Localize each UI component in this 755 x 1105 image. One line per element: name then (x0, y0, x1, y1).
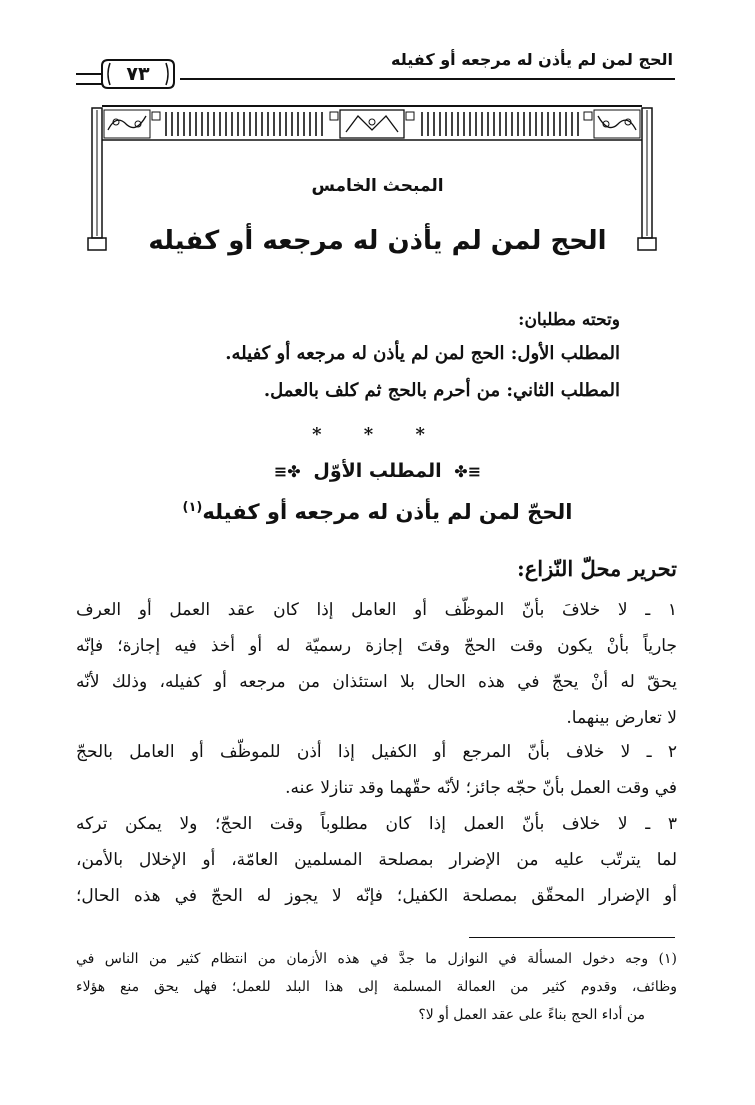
topic-title (0, 500, 755, 524)
section-label: المبحث الخامس (311, 176, 444, 196)
footnote-line: من أداء الحج بناءً على عقد العمل أو لا؟ (418, 1007, 645, 1023)
header-rule (180, 78, 675, 80)
body-line: لا تعارض بينهما. (566, 708, 677, 728)
dispute-heading: تحرير محلّ النّزاع: (516, 556, 677, 581)
header-rule-left-bottom (76, 83, 102, 85)
page-number-box (100, 58, 176, 90)
body-line: يحقّ له أنْ يحجّ في هذه الحال بلا استئذان من مرجعه أو كفيله، وذلك لأنّه (76, 672, 677, 692)
left-ornament-icon: ≡✤ (454, 462, 482, 481)
toc-item-first: المطلب الأول: الحج لمن لم يأذن له مرجعه أو كفيله. (225, 343, 620, 364)
body-line: في وقت العمل بأنّ حجّه جائز؛ لأنّه حقّهما وقد تنازلا عنه. (285, 778, 677, 798)
section-heading-label: المطلب الأوّل (313, 460, 442, 482)
footnote-line: وظائف، وقدوم كثير من العمالة المسلمة إلى هذا البلد للعمل؛ فهل يحق منع هؤلاء (76, 979, 677, 995)
page-number: ٧٣ (126, 63, 150, 85)
toc-item-second: المطلب الثاني: من أحرم بالحج ثم كلف بالعمل. (263, 380, 620, 401)
right-ornament-icon: ✤≡ (273, 462, 301, 481)
body-line: ٢ ـ لا خلاف بأنّ المرجع أو الكفيل إذا أذن للموظّف أو العامل بالحجّ (76, 742, 677, 762)
body-line: ١ ـ لا خلافَ بأنّ الموظّف أو العامل إذا كان عقد العمل أو العرف (76, 600, 677, 620)
section-separator: * * * (312, 424, 443, 445)
body-line: أو الإضرار المحقّق بمصلحة الكفيل؛ فإنّه لا يجوز له الحجّ في هذه الحال؛ (76, 886, 677, 906)
body-line: لما يترتّب عليه من الإضرار بمصلحة المسلمين العامّة، أو الإخلال بالأمن، (76, 850, 677, 870)
body-line: ٣ ـ لا خلاف بأنّ العمل إذا كان مطلوباً وقت الحجّ؛ ولا يمكن تركه (76, 814, 677, 834)
body-line: جارياً بأنْ يكون وقت الحجّ وقتَ إجازة رسميّة له أو أخذ فيه إجازة؛ فإنّه (76, 636, 677, 656)
footnote-rule (469, 937, 675, 938)
chapter-title: الحج لمن لم يأذن له مرجعه أو كفيله (148, 226, 607, 256)
topic-title-text: الحجّ لمن لم يأذن له مرجعه أو كفيله (202, 500, 573, 524)
header-rule-left-top (76, 73, 102, 75)
footnote-reference: (١) (182, 500, 203, 515)
running-header-title: الحج لمن لم يأذن له مرجعه أو كفيله (391, 50, 673, 69)
section-heading (0, 460, 755, 482)
toc-heading: وتحته مطلبان: (518, 310, 620, 330)
footnote-line: (١) وجه دخول المسألة في النوازل ما جدَّ في هذه الأزمان من انتظام كثير من الناس في (76, 951, 677, 967)
